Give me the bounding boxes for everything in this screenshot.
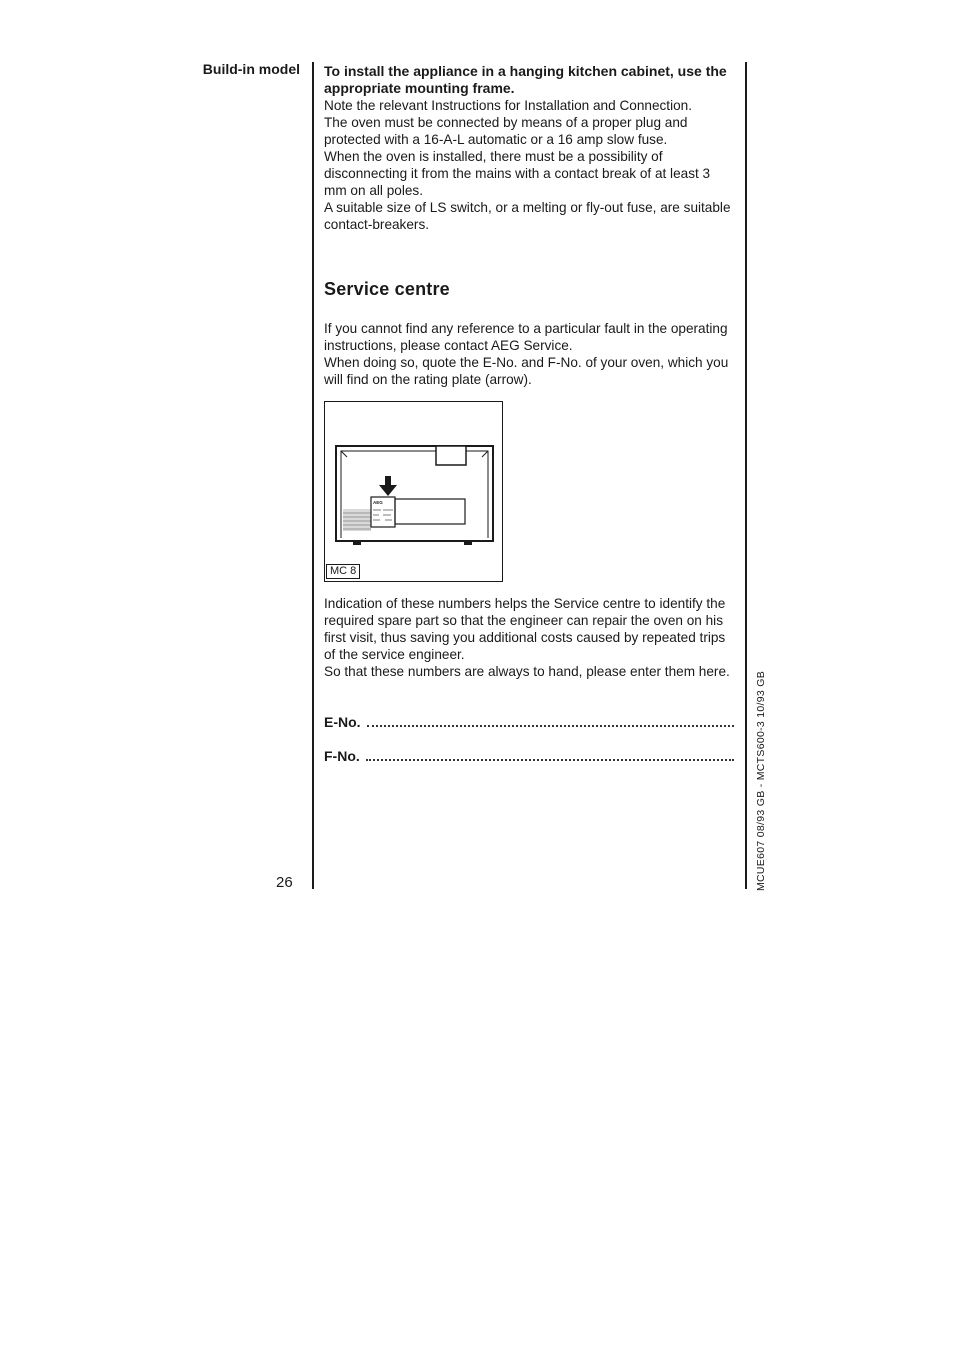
service-paragraph: Indication of these numbers helps the Service centre to identify the required spare part so that the engineer can repair the oven on his first visit, thus saving you additional costs caused by repeated trips of the service engineer. [324,596,726,662]
install-section [324,63,734,233]
service-paragraph: If you cannot find any reference to a particular fault in the operating instructions, please contact AEG Service. [324,321,728,353]
document-code: MCUE607 08/93 GB - MCTS600-3 10/93 GB [755,670,767,891]
install-paragraph: The oven must be connected by means of a proper plug and protected with a 16-A-L automatic or a 16 amp slow fuse. [324,115,688,147]
service-paragraph: When doing so, quote the E-No. and F-No. of your oven, which you will find on the rating plate (arrow). [324,355,729,387]
f-no-field[interactable] [324,744,734,764]
left-column-rule [312,62,314,889]
figure-label: MC 8 [326,564,360,579]
e-no-dotted-line[interactable] [367,724,734,727]
plate-brand: AEG [373,500,383,505]
install-paragraph: A suitable size of LS switch, or a melting or fly-out fuse, are suitable contact-breakers. [324,200,731,232]
service-intro [324,320,734,388]
f-no-label: F-No. [324,748,360,764]
e-no-label: E-No. [324,714,361,730]
arrow-down-icon [379,476,397,496]
service-followup [324,595,734,680]
oven-diagram [325,402,502,581]
side-heading: Build-in model [202,61,300,77]
f-no-dotted-line[interactable] [366,758,734,761]
section-title: Service centre [324,279,450,299]
right-column-rule [745,62,747,889]
install-paragraph: When the oven is installed, there must be a possibility of disconnecting it from the mains with a contact break of at least 3 mm on all poles. [324,149,711,198]
e-no-field[interactable] [324,710,734,730]
install-lead: To install the appliance in a hanging kitchen cabinet, use the appropriate mounting frame. [324,63,727,96]
install-paragraph: Note the relevant Instructions for Installation and Connection. [324,98,693,113]
page-number: 26 [276,874,293,891]
service-paragraph: So that these numbers are always to hand, please enter them here. [324,664,730,679]
rating-plate-figure [324,401,503,582]
